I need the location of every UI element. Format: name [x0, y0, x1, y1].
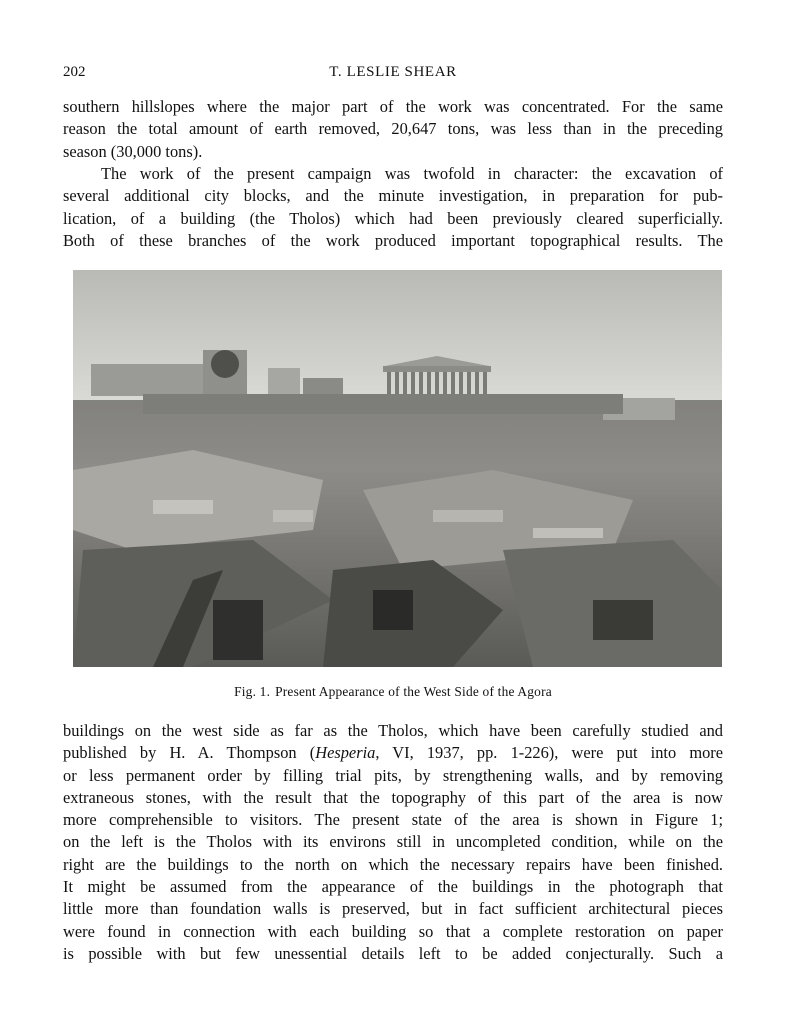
figure-caption [63, 684, 723, 700]
photo-terrace-wall [143, 394, 623, 414]
text-line: lication, of a building (the Tholos) which had been previously cleared superficially. [63, 208, 723, 228]
text-line: southern hillslopes where the major part of the work was concentrated. For the same [63, 97, 723, 116]
paragraph-3 [63, 720, 723, 965]
page-number: 202 [63, 64, 86, 80]
text-line: The work of the present campaign was twofold in character: the excavation of [101, 164, 723, 183]
text-fragment: published by H. A. Thompson ( [63, 743, 316, 763]
figure-label: Fig. 1. [234, 684, 271, 699]
agora-photograph [73, 270, 722, 667]
text-line: reason the total amount of earth removed, 20,647 tons, was less than in the preceding [63, 119, 723, 139]
text-line: on the left is the Tholos with its environs still in uncompleted condition, while on the [63, 832, 723, 852]
figure-caption-text: Present Appearance of the West Side of the Agora [275, 684, 552, 699]
text-line: buildings on the west side as far as the Tholos, which have been carefully studied and [63, 721, 723, 740]
figure-photograph [73, 270, 722, 667]
paragraph-2 [63, 163, 723, 252]
text-line: Both of these branches of the work produced important topographical results. The [63, 230, 723, 250]
text-line: more comprehensible to visitors. The present state of the area is shown in Figure 1; [63, 810, 723, 830]
paragraph-1 [63, 96, 723, 163]
running-head: T. LESLIE SHEAR [329, 64, 457, 80]
text-line: were found in connection with each building so that a complete restoration on paper [63, 921, 723, 941]
text-line: extraneous stones, with the result that the topography of this part of the area is now [63, 787, 723, 807]
text-line: season (30,000 tons). [63, 141, 203, 161]
page-header [63, 64, 723, 86]
text-line: is possible with but few unessential details left to be added conjecturally. Such a [63, 943, 723, 963]
text-fragment: , VI, 1937, pp. 1-226), were put into more [375, 743, 724, 763]
text-line: It might be assumed from the appearance of the buildings in the photograph that [63, 877, 723, 897]
text-line: little more than foundation walls is preserved, but in fact sufficient architectural pieces [63, 899, 723, 919]
text-line: right are the buildings to the north on which the necessary repairs have been finished. [63, 854, 723, 874]
journal-title: Hesperia [315, 743, 376, 763]
text-line: several additional city blocks, and the minute investigation, in preparation for pub- [63, 186, 723, 206]
text-line [63, 742, 723, 764]
text-line: or less permanent order by filling trial pits, by strengthening walls, and by removing [63, 765, 723, 785]
